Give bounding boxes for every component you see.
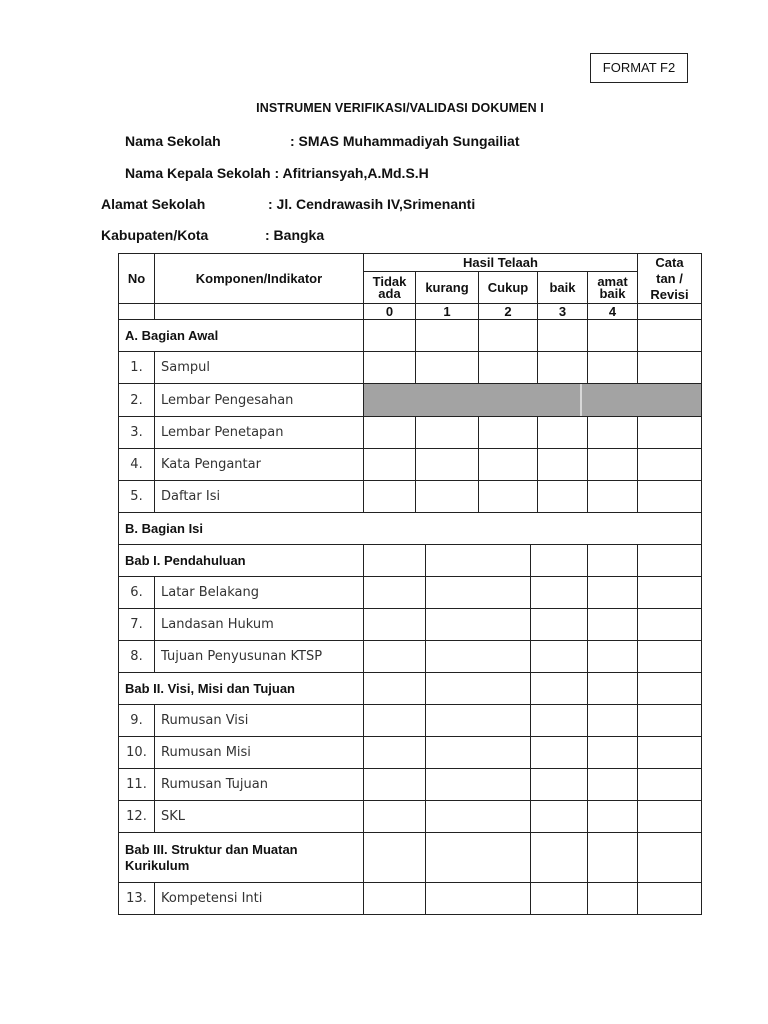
score-cell[interactable] (538, 481, 588, 513)
header-row-scores (119, 304, 702, 320)
notes-cell[interactable] (638, 673, 702, 705)
item-label: Tujuan Penyusunan KTSP (155, 641, 364, 673)
score-cell[interactable] (416, 449, 479, 481)
info-nama-sekolah (125, 133, 519, 149)
score-cell[interactable] (588, 417, 638, 449)
score-cell[interactable] (426, 833, 531, 883)
notes-cell[interactable] (638, 609, 702, 641)
score-cell[interactable] (538, 320, 588, 352)
score-cell[interactable] (364, 769, 426, 801)
empty-cell (155, 304, 364, 320)
table-row (119, 417, 702, 449)
notes-cell[interactable] (638, 769, 702, 801)
item-number: 5. (119, 481, 155, 513)
score-cell[interactable] (479, 320, 538, 352)
header-komponen: Komponen/Indikator (155, 254, 364, 304)
header-score-line: amat (597, 273, 628, 289)
score-cell[interactable] (364, 883, 426, 915)
score-cell[interactable] (364, 545, 426, 577)
score-cell[interactable] (426, 883, 531, 915)
item-number: 1. (119, 352, 155, 384)
score-cell[interactable] (364, 320, 416, 352)
notes-cell[interactable] (638, 705, 702, 737)
section-bab-1: Bab I. Pendahuluan (119, 545, 364, 577)
empty-cell (638, 304, 702, 320)
shaded-right (582, 384, 701, 416)
item-label: Rumusan Visi (155, 705, 364, 737)
item-label: Rumusan Tujuan (155, 769, 364, 801)
section-row (119, 833, 702, 883)
section-row (119, 513, 702, 545)
header-catatan-line: Revisi (650, 286, 689, 302)
score-cell[interactable] (364, 801, 426, 833)
score-cell[interactable] (416, 352, 479, 384)
score-cell[interactable] (426, 545, 531, 577)
verification-table (118, 253, 702, 915)
item-number: 7. (119, 609, 155, 641)
score-cell[interactable] (538, 449, 588, 481)
header-score-amat-baik (588, 272, 638, 304)
score-value: 3 (538, 304, 588, 320)
score-cell[interactable] (588, 545, 638, 577)
section-row (119, 673, 702, 705)
notes-cell[interactable] (638, 801, 702, 833)
table-row (119, 883, 702, 915)
score-cell[interactable] (531, 609, 588, 641)
score-cell[interactable] (364, 417, 416, 449)
empty-cell (119, 304, 155, 320)
score-cell[interactable] (426, 609, 531, 641)
score-cell[interactable] (479, 449, 538, 481)
score-cell[interactable] (531, 705, 588, 737)
item-label: Lembar Penetapan (155, 417, 364, 449)
info-alamat (101, 196, 475, 212)
section-bagian-isi: B. Bagian Isi (119, 513, 702, 545)
info-value: : SMAS Muhammadiyah Sungailiat (290, 133, 520, 149)
score-cell[interactable] (426, 673, 531, 705)
item-label: Sampul (155, 352, 364, 384)
score-cell[interactable] (426, 705, 531, 737)
shaded-left (364, 384, 582, 416)
score-cell[interactable] (364, 481, 416, 513)
header-catatan (638, 254, 702, 304)
score-cell[interactable] (588, 737, 638, 769)
table-row (119, 705, 702, 737)
score-cell[interactable] (588, 705, 638, 737)
table-row (119, 481, 702, 513)
score-cell[interactable] (531, 641, 588, 673)
notes-cell[interactable] (638, 737, 702, 769)
section-row (119, 320, 702, 352)
info-label: Alamat Sekolah (101, 196, 206, 212)
notes-cell[interactable] (638, 833, 702, 883)
shaded-split (364, 384, 701, 416)
score-cell[interactable] (588, 673, 638, 705)
info-label: Nama Sekolah (125, 133, 221, 149)
score-cell[interactable] (588, 320, 638, 352)
score-cell[interactable] (364, 705, 426, 737)
info-value: : Jl. Cendrawasih IV,Srimenanti (268, 196, 476, 212)
item-number: 10. (119, 737, 155, 769)
score-cell[interactable] (364, 609, 426, 641)
score-cell[interactable] (364, 352, 416, 384)
shaded-cell (364, 384, 702, 417)
score-cell[interactable] (364, 673, 426, 705)
table-row (119, 737, 702, 769)
score-value: 0 (364, 304, 416, 320)
score-cell[interactable] (426, 641, 531, 673)
info-value: : Afitriansyah,A.Md.S.H (274, 165, 429, 181)
table-row (119, 384, 702, 417)
score-cell[interactable] (588, 801, 638, 833)
score-value: 4 (588, 304, 638, 320)
item-label: SKL (155, 801, 364, 833)
score-cell[interactable] (588, 609, 638, 641)
header-score-line: Tidak (372, 273, 407, 289)
item-label: Rumusan Misi (155, 737, 364, 769)
score-cell[interactable] (426, 769, 531, 801)
info-value: : Bangka (265, 227, 325, 243)
score-cell[interactable] (479, 481, 538, 513)
score-cell[interactable] (416, 320, 479, 352)
score-cell[interactable] (588, 769, 638, 801)
score-cell[interactable] (426, 577, 531, 609)
notes-cell[interactable] (638, 352, 702, 384)
header-score-line: ada (378, 285, 401, 301)
header-hasil-telaah: Hasil Telaah (364, 254, 638, 272)
table-row (119, 801, 702, 833)
section-bab-3-text: Bab III. Struktur dan Muatan Kurikulum (125, 841, 298, 873)
notes-cell[interactable] (638, 417, 702, 449)
notes-cell[interactable] (638, 641, 702, 673)
format-label: FORMAT F2 (590, 53, 688, 83)
score-cell[interactable] (588, 577, 638, 609)
score-value: 2 (479, 304, 538, 320)
score-cell[interactable] (531, 769, 588, 801)
table-row (119, 352, 702, 384)
score-cell[interactable] (588, 833, 638, 883)
header-score-cukup: Cukup (479, 272, 538, 304)
table-row (119, 641, 702, 673)
score-cell[interactable] (588, 641, 638, 673)
score-cell[interactable] (588, 883, 638, 915)
notes-cell[interactable] (638, 883, 702, 915)
score-cell[interactable] (426, 737, 531, 769)
item-label: Kata Pengantar (155, 449, 364, 481)
notes-cell[interactable] (638, 449, 702, 481)
info-kepala-sekolah (125, 165, 429, 181)
item-number: 6. (119, 577, 155, 609)
item-label: Daftar Isi (155, 481, 364, 513)
score-cell[interactable] (531, 801, 588, 833)
score-cell[interactable] (531, 883, 588, 915)
score-cell[interactable] (538, 417, 588, 449)
header-catatan-line: tan / (656, 270, 683, 286)
score-cell[interactable] (416, 417, 479, 449)
notes-cell[interactable] (638, 320, 702, 352)
score-cell[interactable] (416, 481, 479, 513)
table-row (119, 769, 702, 801)
table-row (119, 449, 702, 481)
score-cell[interactable] (364, 737, 426, 769)
document-title: INSTRUMEN VERIFIKASI/VALIDASI DOKUMEN I (256, 101, 544, 115)
header-score-kurang: kurang (416, 272, 479, 304)
item-label: Latar Belakang (155, 577, 364, 609)
score-cell[interactable] (364, 641, 426, 673)
item-number: 9. (119, 705, 155, 737)
score-cell[interactable] (588, 449, 638, 481)
score-cell[interactable] (364, 449, 416, 481)
table-row (119, 577, 702, 609)
notes-cell[interactable] (638, 577, 702, 609)
score-cell[interactable] (364, 833, 426, 883)
score-cell[interactable] (479, 352, 538, 384)
item-label: Landasan Hukum (155, 609, 364, 641)
score-cell[interactable] (531, 545, 588, 577)
section-row (119, 545, 702, 577)
header-score-line: baik (599, 285, 626, 301)
section-bab-3 (119, 833, 364, 883)
notes-cell[interactable] (638, 481, 702, 513)
score-cell[interactable] (531, 673, 588, 705)
score-cell[interactable] (479, 417, 538, 449)
info-kabupaten (101, 227, 324, 243)
score-cell[interactable] (538, 352, 588, 384)
score-cell[interactable] (531, 833, 588, 883)
section-bagian-awal: A. Bagian Awal (119, 320, 364, 352)
item-number: 3. (119, 417, 155, 449)
section-bab-2: Bab II. Visi, Misi dan Tujuan (119, 673, 364, 705)
item-number: 2. (119, 384, 155, 417)
item-number: 13. (119, 883, 155, 915)
score-cell[interactable] (588, 352, 638, 384)
header-row-1 (119, 254, 702, 272)
item-number: 12. (119, 801, 155, 833)
item-label: Lembar Pengesahan (155, 384, 364, 417)
score-cell[interactable] (364, 577, 426, 609)
info-label: Kabupaten/Kota (101, 227, 209, 243)
score-cell[interactable] (426, 801, 531, 833)
score-cell[interactable] (588, 481, 638, 513)
score-cell[interactable] (531, 577, 588, 609)
score-value: 1 (416, 304, 479, 320)
score-cell[interactable] (531, 737, 588, 769)
table-row (119, 609, 702, 641)
header-catatan-line: Cata (655, 254, 684, 270)
item-number: 4. (119, 449, 155, 481)
item-number: 11. (119, 769, 155, 801)
item-label: Kompetensi Inti (155, 883, 364, 915)
header-score-tidak-ada (364, 272, 416, 304)
item-number: 8. (119, 641, 155, 673)
header-no: No (119, 254, 155, 304)
header-score-baik: baik (538, 272, 588, 304)
notes-cell[interactable] (638, 545, 702, 577)
info-label: Nama Kepala Sekolah (125, 165, 271, 181)
